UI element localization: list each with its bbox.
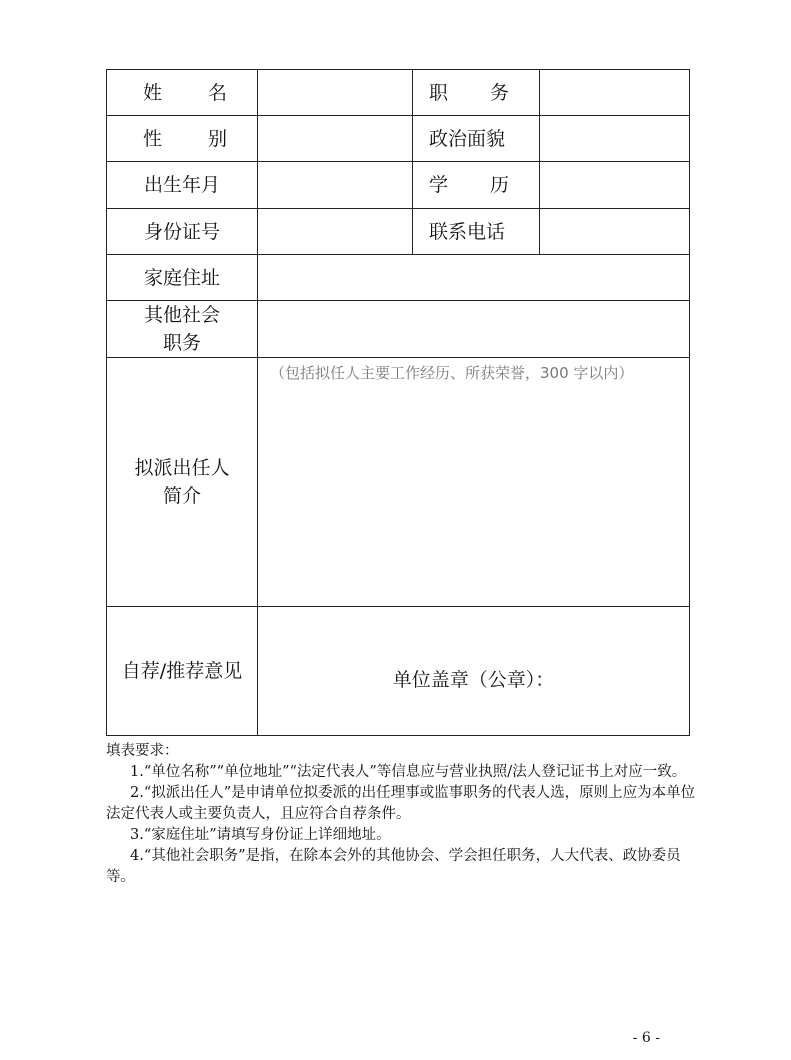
opinion-field[interactable] xyxy=(258,607,690,736)
birth-date-label: 出生年月 xyxy=(107,162,258,209)
requirement-item: 4.“其他社会职务”是指，在除本会外的其他协会、学会担任职务，人大代表、政协委员等。 xyxy=(106,848,681,885)
page-number: - 6 - xyxy=(632,1030,660,1046)
gender-label: 性 别 xyxy=(107,116,258,162)
other-positions-label xyxy=(107,301,258,358)
intro-label-line2: 简介 xyxy=(162,485,201,507)
stamp-label: 单位盖章（公章）： xyxy=(392,669,555,691)
name-field[interactable] xyxy=(258,70,413,116)
political-status-field[interactable] xyxy=(540,116,690,162)
other-positions-field[interactable] xyxy=(258,301,690,358)
position-label: 职 务 xyxy=(413,70,540,116)
education-label: 学 历 xyxy=(413,162,540,209)
requirement-item: 1.“单位名称”“单位地址”“法定代表人”等信息应与营业执照/法人登记证书上对应一致。 xyxy=(130,764,687,780)
opinion-label: 自荐/推荐意见 xyxy=(107,607,258,736)
other-positions-label-line2: 职务 xyxy=(162,332,201,354)
intro-label xyxy=(107,358,258,607)
requirement-item: 2.“拟派出任人”是申请单位拟委派的出任理事或监事职务的代表人选，原则上应为本单位法定代表人或主要负责人，且应符合自荐条件。 xyxy=(106,785,696,822)
requirement-item: 3.“家庭住址”请填写身份证上详细地址。 xyxy=(130,827,391,843)
education-field[interactable] xyxy=(540,162,690,209)
requirements xyxy=(106,741,696,888)
id-number-field[interactable] xyxy=(258,209,413,255)
other-positions-label-line1: 其他社会 xyxy=(143,304,220,326)
birth-date-field[interactable] xyxy=(258,162,413,209)
phone-label: 联系电话 xyxy=(413,209,540,255)
gender-field[interactable] xyxy=(258,116,413,162)
position-field[interactable] xyxy=(540,70,690,116)
home-address-field[interactable] xyxy=(258,255,690,301)
home-address-label: 家庭住址 xyxy=(107,255,258,301)
intro-placeholder: （包括拟任人主要工作经历、所获荣誉，300 字以内） xyxy=(270,364,634,382)
intro-label-line1: 拟派出任人 xyxy=(134,457,230,479)
id-number-label: 身份证号 xyxy=(107,209,258,255)
intro-field[interactable] xyxy=(258,358,690,607)
registration-form xyxy=(106,69,690,736)
requirements-title: 填表要求： xyxy=(106,743,179,759)
phone-field[interactable] xyxy=(540,209,690,255)
political-status-label: 政治面貌 xyxy=(413,116,540,162)
name-label: 姓 名 xyxy=(107,70,258,116)
